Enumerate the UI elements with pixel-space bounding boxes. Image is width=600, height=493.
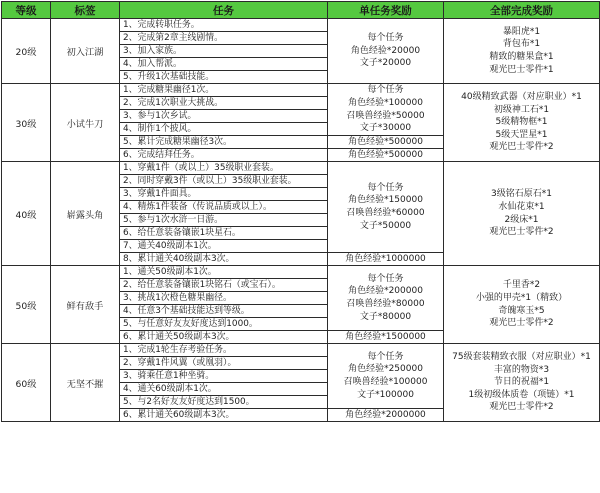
reward-line: 千里香*2 [502,280,541,291]
task-cell: 4、加入帮派。 [120,58,328,71]
single-reward-cell [328,266,444,331]
task-cell: 2、给任意装备镶嵌1块铭石（或宝石）。 [120,279,328,292]
single-reward-cell [328,344,444,409]
reward-line: 3级铭石原石*1 [491,189,552,200]
header-tag: 标签 [51,2,120,19]
table-row [2,84,600,97]
reward-line: 每个任务 [367,182,404,193]
reward-line: 丰富的物资*3 [493,364,550,375]
reward-line: 文子*80000 [359,311,412,322]
reward-line: 水仙花束*1 [498,201,545,212]
task-cell: 1、通关50级副本1次。 [120,266,328,279]
task-cell: 4、任意3个基础技能达到等级。 [120,305,328,318]
task-cell: 5、累计完成糖果幽径3次。 [120,136,328,149]
tag-cell: 小试牛刀 [51,84,120,162]
task-cell: 2、穿戴1件风翼（或凰羽）。 [120,357,328,370]
reward-line: 文子*30000 [359,123,412,134]
task-cell: 5、与2名好友友好度达到1500。 [120,396,328,409]
task-cell: 1、完成1轮生存考验任务。 [120,344,328,357]
task-cell: 4、通关60级副本1次。 [120,383,328,396]
all-reward-cell [444,344,600,422]
level-cell: 20级 [2,19,51,84]
reward-line: 每个任务 [367,33,404,44]
task-cell: 1、完成糖果幽径1次。 [120,84,328,97]
tag-cell: 无坚不摧 [51,344,120,422]
table-row [2,344,600,357]
reward-line: 暴阳虎*1 [502,26,541,37]
header-task: 任务 [120,2,328,19]
header-level: 等级 [2,2,51,19]
final-reward-cell: 角色经验*500000 [328,149,444,162]
final-reward-cell: 角色经验*2000000 [328,409,444,422]
reward-line: 召唤兽经验*100000 [343,377,428,387]
reward-table-page [0,1,600,493]
header-single-reward: 单任务奖励 [328,2,444,19]
reward-line: 文子*20000 [359,58,412,69]
task-cell: 6、累计通关60级副本3次。 [120,409,328,422]
table-row [2,19,600,32]
all-reward-cell [444,162,600,266]
reward-line: 奇魄寒玉*5 [498,305,545,316]
task-cell: 4、精炼1件装备（传说品质或以上）。 [120,201,328,214]
all-reward-cell [444,84,600,162]
level-cell: 40级 [2,162,51,266]
task-cell: 3、穿戴1件面具。 [120,188,328,201]
header-all-reward: 全部完成奖励 [444,2,600,19]
reward-line: 召唤兽经验*50000 [346,110,425,121]
all-reward-cell [444,266,600,344]
reward-line: 背包布*1 [502,39,541,50]
header-row [2,2,600,19]
reward-line: 1级初级体质卷（项链）*1 [468,389,575,400]
task-cell: 6、累计通关50级副本3次。 [120,331,328,344]
reward-line: 每个任务 [367,351,404,362]
reward-line: 节日的祝福*1 [493,377,550,388]
level-cell: 50级 [2,266,51,344]
reward-line: 角色经验*20000 [350,45,421,56]
task-cell: 3、挑战1次橙色糖果幽径。 [120,292,328,305]
reward-line: 75级套装精致衣服（对应职业）*1 [452,352,591,363]
reward-line: 精致的糖果盒*1 [489,52,554,62]
reward-line: 文子*100000 [357,389,414,400]
task-cell: 5、升级1次基础技能。 [120,71,328,84]
task-cell: 7、通关40级副本1次。 [120,240,328,253]
reward-line: 角色经验*150000 [348,195,423,206]
reward-line: 观光巴士零件*2 [489,402,554,413]
tag-cell: 崭露头角 [51,162,120,266]
task-cell: 2、完成第2章主线剧情。 [120,32,328,45]
level-reward-table [1,1,600,422]
single-reward-cell [328,162,444,253]
reward-line: 每个任务 [367,273,404,284]
reward-line: 文子*50000 [359,220,412,231]
task-cell: 1、穿戴1件（或以上）35级职业套装。 [120,162,328,175]
final-reward-cell: 角色经验*500000 [328,136,444,149]
single-reward-cell [328,19,444,84]
reward-line: 小强的甲壳*1（精致） [475,292,568,303]
level-cell: 30级 [2,84,51,162]
reward-line: 召唤兽经验*80000 [346,299,425,309]
reward-line: 5级天罡星*1 [495,129,548,140]
task-cell: 5、与任意好友友好度达到1000。 [120,318,328,331]
task-cell: 6、给任意装备镶嵌1块星石。 [120,227,328,240]
reward-line: 角色经验*200000 [348,286,423,297]
task-cell: 5、参与1次水浒一日游。 [120,214,328,227]
task-cell: 1、完成转职任务。 [120,19,328,32]
table-row [2,266,600,279]
task-cell: 3、骑乘任意1种坐骑。 [120,370,328,383]
level-cell: 60级 [2,344,51,422]
reward-line: 观光巴士零件*2 [489,142,554,153]
task-cell: 4、制作1个披风。 [120,123,328,136]
task-cell: 2、同时穿戴3件（或以上）35级职业套装。 [120,175,328,188]
reward-line: 角色经验*250000 [348,364,423,375]
reward-line: 40级精致武器（对应职业）*1 [461,92,582,103]
reward-line: 召唤兽经验*60000 [346,208,425,218]
final-reward-cell: 角色经验*1000000 [328,253,444,266]
final-reward-cell: 角色经验*1500000 [328,331,444,344]
reward-line: 5级精物框*1 [495,117,548,128]
reward-line: 每个任务 [367,85,404,96]
reward-line: 观光巴士零件*2 [489,318,554,329]
reward-line: 观光巴士零件*1 [489,64,554,75]
task-cell: 3、加入家族。 [120,45,328,58]
tag-cell: 初入江湖 [51,19,120,84]
task-cell: 2、完成1次职业大挑战。 [120,97,328,110]
tag-cell: 鲜有敌手 [51,266,120,344]
reward-line: 角色经验*100000 [348,97,423,108]
single-reward-cell [328,84,444,136]
reward-line: 初级神工石*1 [493,104,550,115]
task-cell: 3、参与1次乡试。 [120,110,328,123]
task-cell: 8、累计通关40级副本3次。 [120,253,328,266]
all-reward-cell [444,19,600,84]
reward-line: 2级床*1 [504,214,539,225]
reward-line: 观光巴士零件*2 [489,227,554,238]
table-row [2,162,600,175]
task-cell: 6、完成结拜任务。 [120,149,328,162]
